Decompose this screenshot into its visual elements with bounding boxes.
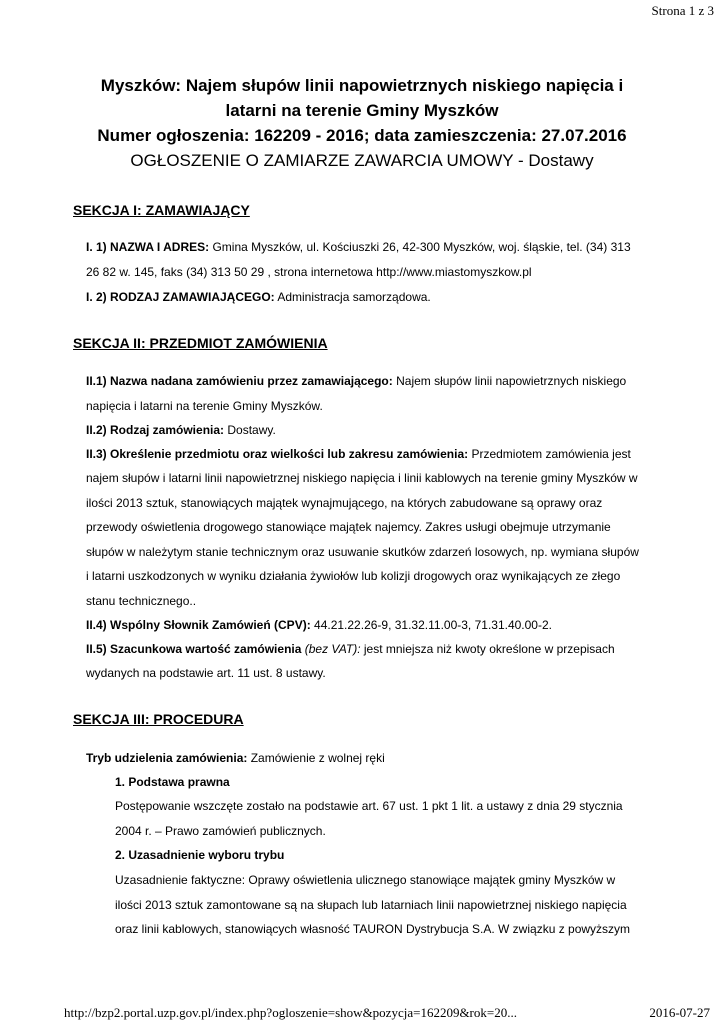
ii3-line-1: najem słupów i latarni linii napowietrznej niskiego napięcia i linii kablowych na terenie gminy Myszków w [86,471,638,485]
i1-line [86,240,631,254]
i1-continuation: 26 82 w. 145, faks (34) 313 50 29 , strona internetowa http://www.miastomyszkow.pl [86,265,532,279]
ii2-line [86,423,276,437]
ii3-line-6: stanu technicznego.. [86,594,197,608]
title-line-2: latarni na terenie Gminy Myszków [225,101,499,120]
ii2-label: II.2) Rodzaj zamówienia: [86,423,225,437]
ii1-label: II.1) Nazwa nadana zamówieniu przez zamawiającego: [86,374,393,388]
ii5-italic: (bez VAT): [301,642,361,656]
footer-date: 2016-07-27 [649,1005,710,1020]
ii5-continuation: wydanych na podstawie art. 11 ust. 8 ustawy. [86,666,326,680]
i1-label: I. 1) NAZWA I ADRES: [86,240,210,254]
ii5-line [86,642,615,656]
p2-line-2: ilości 2013 sztuk zamontowane są na słupach lub latarniach linii napowietrznej niskiego napięcia [115,898,627,912]
title-line-1: Myszków: Najem słupów linii napowietrznych niskiego napięcia i [100,76,624,95]
i2-text: Administracja samorządowa. [274,290,431,304]
p2-line-3: oraz linii kablowych, stanowiących własność TAURON Dystrybucja S.A. W związku z powyższym [115,922,631,936]
section-3-heading: SEKCJA III: PROCEDURA [73,711,244,727]
ii5-label: II.5) Szacunkowa wartość zamówienia [86,642,302,656]
p2-heading: 2. Uzasadnienie wyboru trybu [115,848,285,862]
tryb-label: Tryb udzielenia zamówienia: [86,751,248,765]
p1-line-2: 2004 r. – Prawo zamówień publicznych. [115,824,326,838]
p1-heading: 1. Podstawa prawna [115,775,230,789]
ii2-text: Dostawy. [224,423,276,437]
title-line-3: Numer ogłoszenia: 162209 - 2016; data zamieszczenia: 27.07.2016 [97,126,627,145]
ii4-line [86,618,552,632]
i1-text: Gmina Myszków, ul. Kościuszki 26, 42-300 Myszków, woj. śląskie, tel. (34) 313 [209,240,631,254]
ii4-label: II.4) Wspólny Słownik Zamówień (CPV): [86,618,311,632]
page-number: Strona 1 z 3 [651,3,714,18]
ii3-line-5: i latarni uszkodzonych w wyniku działania żywiołów lub kolizji drogowych oraz wynikających ze złego [86,569,621,583]
ii3-label: II.3) Określenie przedmiotu oraz wielkości lub zakresu zamówienia: [86,447,469,461]
p1-line-1: Postępowanie wszczęte zostało na podstawie art. 67 ust. 1 pkt 1 lit. a ustawy z dnia 29 stycznia [115,799,623,813]
footer-url: http://bzp2.portal.uzp.gov.pl/index.php?ogloszenie=show&pozycja=162209&rok=20... [64,1005,517,1020]
notice-type: OGŁOSZENIE O ZAMIARZE ZAWARCIA UMOWY - Dostawy [130,151,594,170]
ii3-line-4: słupów w należytym stanie technicznym oraz usuwanie skutków zdarzeń losowych, np. wymiana słupów [86,545,639,559]
ii4-text: 44.21.22.26-9, 31.32.11.00-3, 71.31.40.00-2. [310,618,552,632]
tryb-text: Zamówienie z wolnej ręki [247,751,385,765]
ii3-text: Przedmiotem zamówienia jest [468,447,631,461]
ii5-text: jest mniejsza niż kwoty określone w przepisach [360,642,615,656]
ii3-line-3: przewody oświetlenia drogowego stanowiące majątek najemcy. Zakres usługi obejmuje utrzymanie [86,520,611,534]
i2-label: I. 2) RODZAJ ZAMAWIAJĄCEGO: [86,290,275,304]
ii1-line [86,374,626,388]
ii3-line-2: ilości 2013 sztuk, stanowiących majątek wynajmującego, na których zabudowane są oprawy oraz [86,496,603,510]
section-2-heading: SEKCJA II: PRZEDMIOT ZAMÓWIENIA [73,335,328,351]
i2-line [86,290,431,304]
ii3-line [86,447,631,461]
p2-line-1: Uzasadnienie faktyczne: Oprawy oświetlenia ulicznego stanowiące majątek gminy Myszków w [115,873,616,887]
tryb-line [86,751,385,765]
section-1-heading: SEKCJA I: ZAMAWIAJĄCY [73,202,250,218]
ii1-text: Najem słupów linii napowietrznych niskiego [392,374,627,388]
ii1-continuation: napięcia i latarni na terenie Gminy Myszków. [86,399,323,413]
